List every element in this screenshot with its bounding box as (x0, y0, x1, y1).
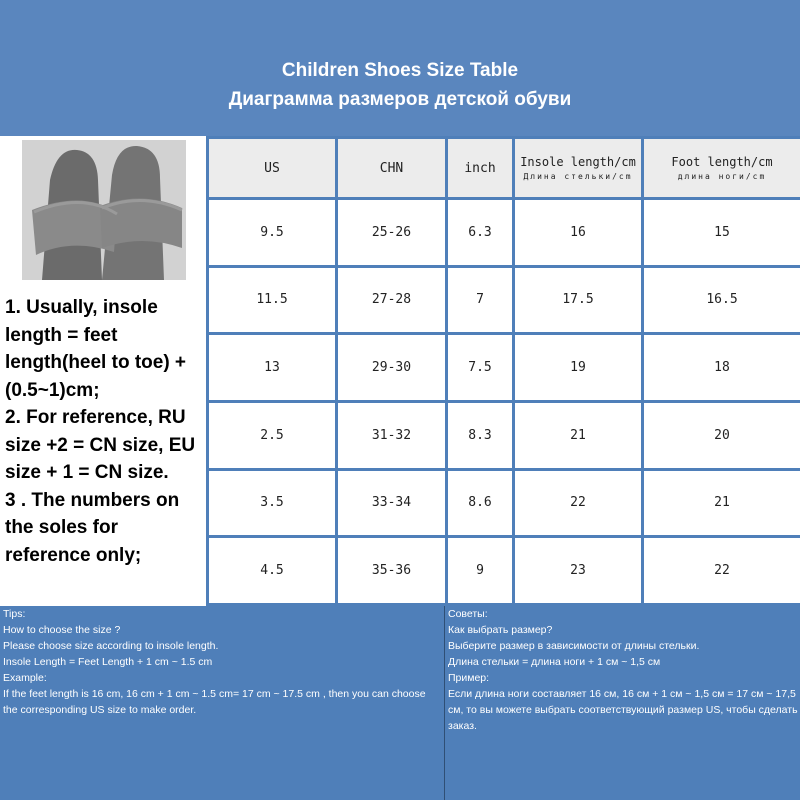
tips-line: How to choose the size ? (3, 624, 121, 636)
tips-line: Длина стельки = длина ноги + 1 см ~ 1,5 см (448, 656, 661, 668)
cell-us: 9.5 (208, 199, 337, 267)
tips-line: Insole Length = Feet Length + 1 cm ~ 1.5 cm (3, 656, 213, 668)
cell-foot: 18 (643, 334, 800, 402)
tips-line: If the feet length is 16 cm, 16 cm + 1 cm ~ 1.5 cm= 17 cm ~ 17.5 cm , then you can choose the corresponding US size to make order. (3, 688, 426, 716)
header-foot-length: Foot length/cm длина ноги/cm (643, 138, 800, 199)
cell-foot: 20 (643, 401, 800, 469)
tips-line: Выберите размер в зависимости от длины стельки. (448, 640, 700, 652)
header-chn: CHN (337, 138, 447, 199)
cell-us: 2.5 (208, 401, 337, 469)
cell-inch: 8.3 (447, 401, 514, 469)
tips-line: Пример: (448, 672, 490, 684)
cell-us: 3.5 (208, 469, 337, 537)
cell-inch: 7.5 (447, 334, 514, 402)
cell-inch: 9 (447, 537, 514, 605)
tips-line: Please choose size according to insole length. (3, 640, 219, 652)
size-table (206, 136, 800, 606)
cell-inch: 6.3 (447, 199, 514, 267)
table-row (208, 537, 800, 605)
note-1: 1. Usually, insole length = feet length(heel to toe) + (0.5~1)cm; (5, 297, 187, 401)
table-row (208, 469, 800, 537)
cell-insole: 17.5 (514, 266, 643, 334)
cell-insole: 16 (514, 199, 643, 267)
cell-foot: 21 (643, 469, 800, 537)
tips-line: Как выбрать размер? (448, 624, 553, 636)
cell-foot: 22 (643, 537, 800, 605)
cell-chn: 31-32 (337, 401, 447, 469)
tips-line: Советы: (448, 608, 488, 620)
note-3: 3 . The numbers on the soles for reference only; (5, 489, 180, 566)
table-row (208, 199, 800, 267)
table-header-row (208, 138, 800, 199)
cell-chn: 33-34 (337, 469, 447, 537)
cell-us: 11.5 (208, 266, 337, 334)
notes (5, 294, 205, 569)
left-panel (0, 136, 206, 606)
tips-divider (444, 606, 445, 800)
slipper-image (22, 140, 186, 280)
cell-insole: 22 (514, 469, 643, 537)
tips-line: Если длина ноги составляет 16 см, 16 см + 1 см ~ 1,5 см = 17 см ~ 17,5 см, то вы можете выбрать соответствующий размер US, чтобы сделать заказ. (448, 688, 798, 732)
table-row (208, 401, 800, 469)
title-russian: Диаграмма размеров детской обуви (228, 89, 572, 110)
tips-english (0, 606, 443, 800)
cell-chn: 25-26 (337, 199, 447, 267)
tips-line: Tips: (3, 608, 26, 620)
cell-chn: 27-28 (337, 266, 447, 334)
slipper-photo (22, 140, 186, 280)
cell-inch: 7 (447, 266, 514, 334)
cell-inch: 8.6 (447, 469, 514, 537)
header-insole-length: Insole length/cm Длина стельки/cm (514, 138, 643, 199)
title-english: Children Shoes Size Table (281, 60, 519, 81)
note-2: 2. For reference, RU size +2 = CN size, EU size + 1 = CN size. (5, 407, 196, 483)
cell-foot: 16.5 (643, 266, 800, 334)
cell-chn: 35-36 (337, 537, 447, 605)
cell-chn: 29-30 (337, 334, 447, 402)
cell-us: 13 (208, 334, 337, 402)
tips-line: Example: (3, 672, 47, 684)
tips-russian (446, 606, 798, 800)
cell-insole: 21 (514, 401, 643, 469)
table-row (208, 334, 800, 402)
header-banner (0, 0, 800, 136)
table-row (208, 266, 800, 334)
cell-foot: 15 (643, 199, 800, 267)
cell-insole: 23 (514, 537, 643, 605)
cell-us: 4.5 (208, 537, 337, 605)
header-us: US (208, 138, 337, 199)
cell-insole: 19 (514, 334, 643, 402)
header-inch: inch (447, 138, 514, 199)
